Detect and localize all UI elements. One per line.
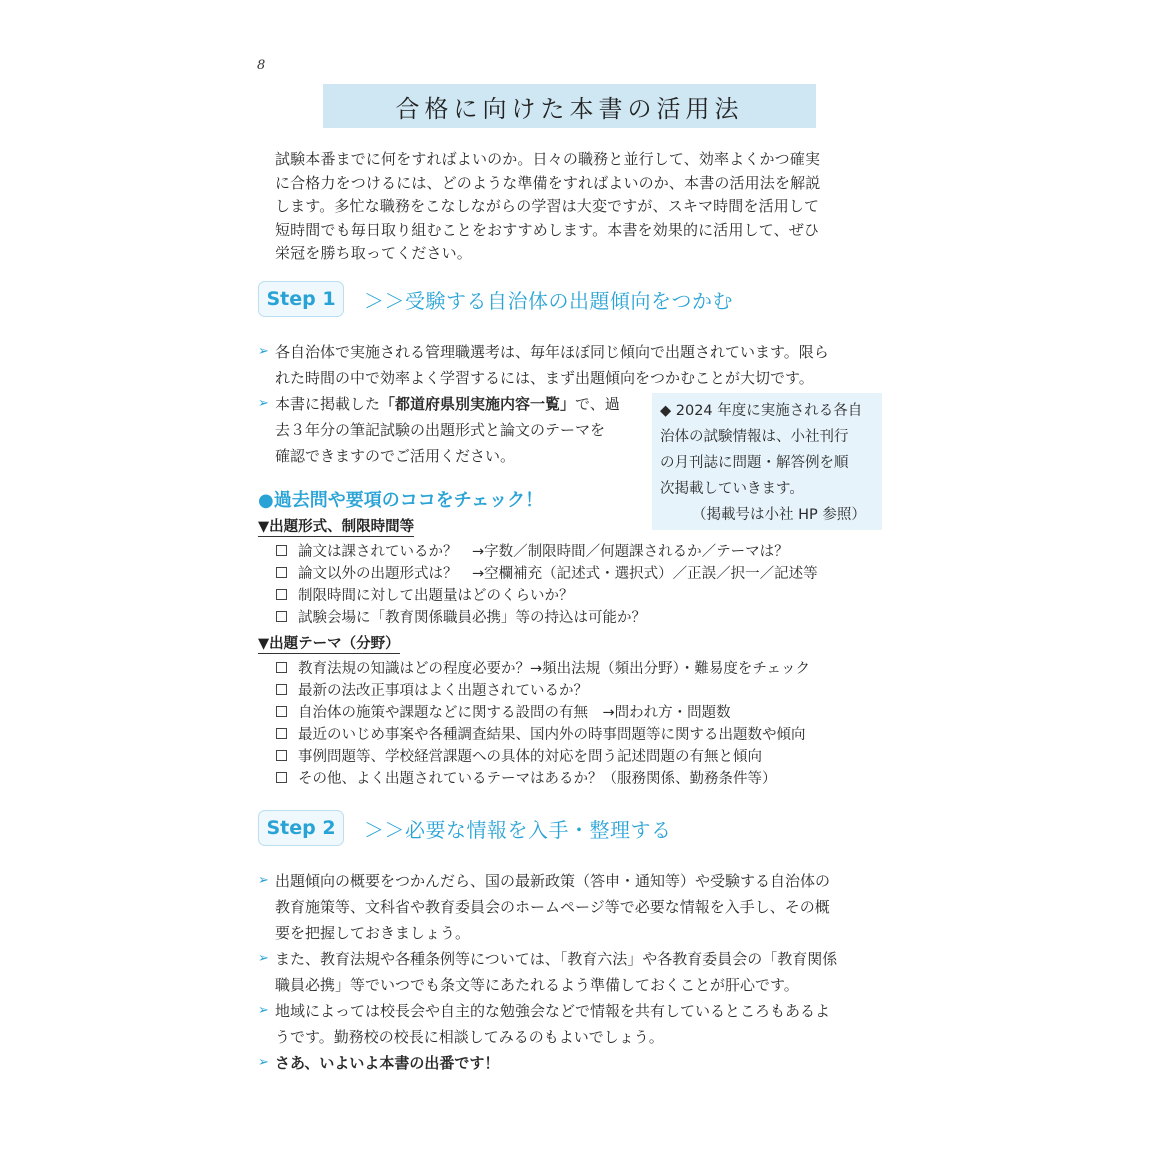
checkbox-icon[interactable] [276, 662, 287, 673]
checklist-item [276, 723, 806, 744]
checkbox-icon[interactable] [276, 545, 287, 556]
checklist-item [276, 584, 574, 605]
intro-line: 栄冠を勝ち取ってください。 [275, 244, 472, 262]
text-line: 各自治体で実施される管理職選考は、毎年ほぼ同じ傾向で出題されています。限ら [275, 343, 829, 361]
info-sidebox [652, 393, 882, 530]
arrow-right-icon: ➢ [258, 1055, 269, 1070]
checklist-item-label: 教育法規の知識はどの程度必要か？→頻出法規（頻出分野）・難易度をチェック [298, 661, 810, 677]
text-span: 本書に掲載した [275, 395, 381, 413]
arrow-right-icon: ➢ [258, 396, 269, 411]
checklist-item-label: 自治体の施策や課題などに関する設問の有無 →問われ方・問題数 [298, 705, 731, 721]
step1-bullet-2 [258, 391, 620, 469]
checkbox-icon[interactable] [276, 706, 287, 717]
arrow-right-icon: ➢ [258, 951, 269, 966]
checklist-item [276, 657, 810, 678]
checklist-item-label: 事例問題等、学校経営課題への具体的対応を問う記述問題の有無と傾向 [298, 749, 762, 765]
checklist-item [276, 679, 588, 700]
group-title-text: ▼出題テーマ（分野） [258, 636, 400, 652]
arrow-right-icon: ➢ [258, 873, 269, 888]
step2-badge [258, 810, 344, 846]
text-line: 確認できますのでご活用ください。 [275, 447, 516, 465]
arrow-right-icon: ➢ [258, 344, 269, 359]
intro-line: します。多忙な職務をこなしながらの学習は大変ですが、スキマ時間を活用して [275, 197, 820, 215]
checkbox-icon[interactable] [276, 684, 287, 695]
step2-header [258, 810, 672, 846]
step2-badge-label: Step 2 [266, 817, 336, 839]
step1-header [258, 281, 733, 317]
checklist-item [276, 767, 777, 788]
checklist-title: ●過去問や要項のココをチェック！ [258, 490, 544, 511]
arrow-right-icon: ➢ [258, 1003, 269, 1018]
checklist-item-label: 最近のいじめ事案や各種調査結果、国内外の時事問題等に関する出題数や傾向 [298, 727, 806, 743]
text-line: 去３年分の筆記試験の出題形式と論文のテーマを [275, 421, 606, 439]
closing-text: さあ、いよいよ本書の出番です！ [275, 1054, 500, 1072]
page-title: 合格に向けた本書の活用法 [395, 94, 744, 123]
text-line: 地域によっては校長会や自主的な勉強会などで情報を共有しているところもあるよ [275, 1002, 831, 1020]
text-span: で、過 [575, 395, 620, 413]
checklist-item-label: 最新の法改正事項はよく出題されているか？ [298, 683, 588, 699]
checklist-group-title [258, 515, 414, 536]
sidebox-line: 次掲載していきます。 [660, 481, 804, 497]
step2-bullet-1 [258, 868, 831, 946]
checklist-item-label: その他、よく出題されているテーマはあるか？（服務関係、勤務条件等） [298, 771, 777, 787]
text-line: 要を把握しておきましょう。 [275, 924, 471, 942]
checklist-item [276, 562, 818, 583]
checkbox-icon[interactable] [276, 567, 287, 578]
checklist-item [276, 745, 762, 766]
checklist-item [276, 701, 731, 722]
sidebox-line: （掲載号は小社 HP 参照） [692, 507, 866, 523]
checklist-group-title [258, 632, 400, 653]
text-line: また、教育法規や各種条例等については、「教育六法」や各教育委員会の「教育関係 [275, 950, 838, 968]
step1-badge-label: Step 1 [266, 288, 336, 310]
intro-line: に合格力をつけるには、どのような準備をすればよいのか、本書の活用法を解説 [275, 173, 821, 192]
intro-line: 試験本番までに何をすればよいのか。日々の職務と並行して、効率よくかつ確実 [275, 150, 821, 168]
page-number: 8 [257, 58, 266, 73]
group-title-text: ▼出題形式、制限時間等 [258, 519, 415, 535]
text-line: れた時間の中で効率よく学習するには、まず出題傾向をつかむことが大切です。 [275, 369, 814, 387]
checkbox-icon[interactable] [276, 589, 287, 600]
step2-bullet-2 [258, 946, 838, 998]
intro-paragraph [275, 148, 889, 266]
checkbox-icon[interactable] [276, 772, 287, 783]
checkbox-icon[interactable] [276, 750, 287, 761]
text-line: 職員必携」等でいつでも条文等にあたれるよう準備しておくことが肝心です。 [275, 976, 799, 994]
page-title-box [323, 84, 816, 128]
sidebox-line: ◆ 2024 年度に実施される各自 [660, 403, 863, 419]
checkbox-icon[interactable] [276, 728, 287, 739]
text-line: うです。勤務校の校長に相談してみるのもよいでしょう。 [275, 1028, 664, 1046]
checklist-item-label: 試験会場に「教育関係職員必携」等の持込は可能か？ [298, 610, 646, 626]
checklist-item-label: 論文は課されているか？ →字数／制限時間／何題課されるか／テーマは？ [298, 544, 789, 560]
step1-badge [258, 281, 344, 317]
checklist-item-label: 制限時間に対して出題量はどのくらいか？ [298, 588, 574, 604]
step2-heading: ＞＞必要な情報を入手・整理する [364, 817, 672, 842]
sidebox-line: 治体の試験情報は、小社刊行 [660, 429, 849, 445]
text-bold-span: 「都道府県別実施内容一覧」 [380, 395, 576, 413]
checklist-item [276, 606, 646, 627]
step1-heading: ＞＞受験する自治体の出題傾向をつかむ [364, 288, 733, 313]
text-line: 出題傾向の概要をつかんだら、国の最新政策（答申・通知等）や受験する自治体の [275, 872, 831, 890]
checkbox-icon[interactable] [276, 611, 287, 622]
text-line: 教育施策等、文科省や教育委員会のホームページ等で必要な情報を入手し、その概 [275, 898, 830, 916]
step1-bullet-1 [258, 339, 829, 391]
checklist-item [276, 540, 789, 561]
intro-line: 短時間でも毎日取り組むことをおすすめします。本書を効果的に活用して、ぜひ [275, 220, 820, 239]
sidebox-line: の月刊誌に問題・解答例を順 [660, 455, 849, 471]
step2-bullet-3 [258, 998, 831, 1050]
step2-closing [258, 1050, 500, 1076]
checklist-item-label: 論文以外の出題形式は？ →空欄補充（記述式・選択式）／正誤／択一／記述等 [298, 566, 818, 582]
